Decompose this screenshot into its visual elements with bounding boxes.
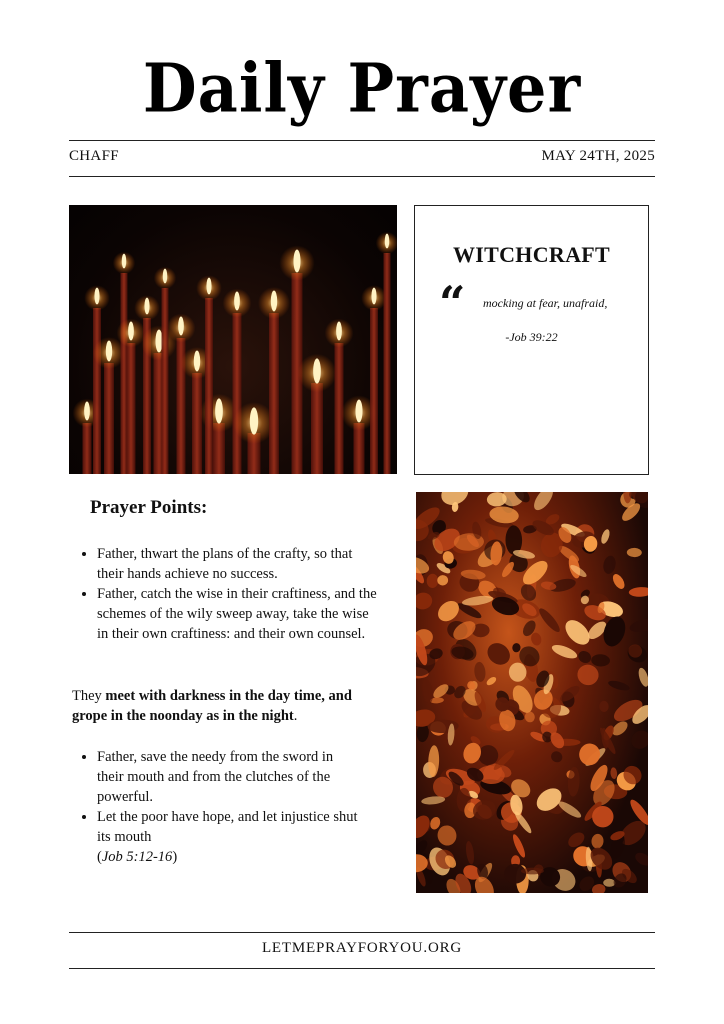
header-bottom-divider <box>69 176 655 177</box>
prayer-points-list-2 <box>72 747 361 867</box>
prayer-points-list <box>72 544 377 644</box>
quote-mark-icon: “ <box>439 276 466 330</box>
candles-photo <box>69 205 397 474</box>
paragraph-suffix: . <box>293 708 298 724</box>
footer-website: LETMEPRAYFORYOU.ORG <box>261 940 463 956</box>
list-item: • Father, catch the wise in their craftiness, and the schemes of the wily sweep away, take the wise in their own craftiness: and their own counsel. <box>97 584 377 644</box>
section-label: CHAFF <box>69 148 119 164</box>
scripture-paragraph <box>72 686 372 726</box>
quote-text: mocking at fear, unafraid, <box>483 296 608 310</box>
list-item: • Father, save the needy from the sword in their mouth and from the clutches of the powerful. <box>97 747 361 807</box>
paragraph-prefix: They <box>72 688 106 704</box>
footer-bottom-divider <box>69 968 655 969</box>
quote-card <box>414 205 649 475</box>
embers-photo <box>416 492 648 893</box>
citation-open: ( <box>97 849 102 865</box>
citation-close: ) <box>172 849 178 865</box>
issue-date: MAY 24TH, 2025 <box>541 148 655 164</box>
footer-top-divider <box>69 932 655 933</box>
list-item: • Father, thwart the plans of the crafty, so that their hands achieve no success. <box>97 544 377 584</box>
quote-heading: WITCHCRAFT <box>452 242 610 267</box>
list-item <box>97 807 361 867</box>
prayer-points-heading: Prayer Points: <box>90 497 208 518</box>
page-title: Daily Prayer <box>142 49 582 128</box>
citation-ref: Job 5:12-16 <box>101 849 173 865</box>
header-top-divider <box>69 140 655 141</box>
quote-reference: -Job 39:22 <box>505 330 558 344</box>
embers-illustration <box>416 492 648 893</box>
candles-illustration <box>69 205 397 474</box>
paragraph-bold: meet with darkness in the day time, and grope in the noonday as in the night <box>72 688 352 724</box>
list-item-text: Let the poor have hope, and let injustice shut its mouth <box>97 809 358 845</box>
